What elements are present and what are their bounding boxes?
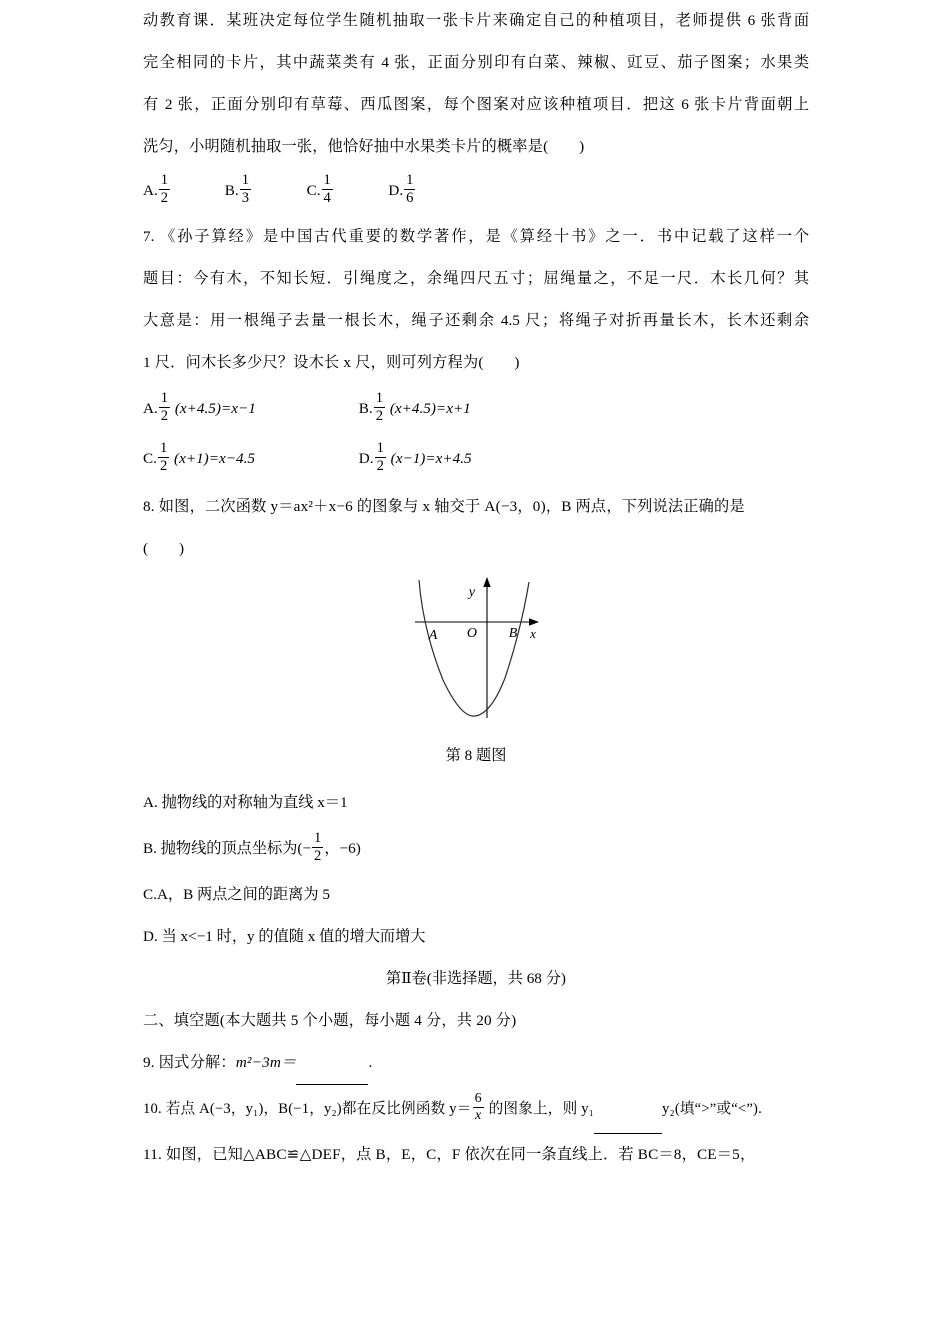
q8-option-c-text: A，B 两点之间的距离为 5 — [156, 886, 330, 903]
q7-body-line-1 — [143, 216, 809, 258]
q7-option-b[interactable] — [359, 384, 471, 434]
q6-option-d-label: D. — [388, 182, 404, 199]
q7-option-a[interactable] — [143, 384, 355, 434]
q6-option-b[interactable] — [225, 168, 303, 214]
q8-figure — [143, 570, 809, 740]
q7-line1-text: 《孙子算经》是中国古代重要的数学著作，是《算经十书》之一．书中记载了这样一个 — [160, 228, 810, 245]
q8-figure-caption: 第 8 题图 — [445, 747, 507, 764]
q8-option-b[interactable] — [143, 824, 809, 874]
q6-option-c-fraction — [322, 173, 333, 206]
q7-option-d[interactable] — [359, 434, 472, 484]
q7-option-a-fraction — [159, 391, 170, 424]
q9-text-pre: 因式分解： — [158, 1054, 236, 1071]
q8-option-d[interactable] — [143, 916, 809, 958]
x-axis-arrowhead — [529, 618, 539, 625]
q6-body-line-2: 完全相同的卡片，其中蔬菜类有 4 张，正面分别印有白菜、辣椒、豇豆、茄子图案；水果类 — [143, 54, 809, 71]
q7-options-row-1 — [143, 384, 809, 434]
q6-body-line-4: 洗匀，小明随机抽取一张，他恰好抽中水果类卡片的概率是( ) — [143, 138, 585, 155]
q10-denominator: x — [474, 1108, 482, 1124]
q10-fraction — [473, 1092, 484, 1124]
q9-number: 9. — [143, 1054, 155, 1071]
question-8 — [143, 486, 809, 570]
parabola-figure-svg — [143, 570, 809, 740]
q7-option-b-denominator: 2 — [375, 407, 384, 424]
q7-option-a-denominator: 2 — [160, 407, 169, 424]
q8-option-b-denominator: 2 — [314, 847, 322, 864]
point-b-label: B — [508, 626, 518, 641]
q6-option-a-fraction — [159, 173, 170, 206]
q7-number: 7. — [143, 228, 155, 245]
q9-text-post: . — [368, 1054, 373, 1071]
q8-option-a[interactable] — [143, 782, 809, 824]
q6-option-d[interactable] — [388, 168, 466, 214]
exam-page — [143, 0, 809, 1344]
q10-numerator: 6 — [473, 1092, 484, 1108]
q8-option-a-label: A. — [143, 794, 158, 811]
q7-option-b-label: B. — [358, 400, 373, 417]
y-axis-arrowhead — [483, 577, 490, 587]
question-7 — [143, 216, 809, 384]
q8-option-b-fraction — [312, 831, 323, 864]
q7-option-c[interactable] — [143, 434, 355, 484]
q7-option-c-fraction — [158, 441, 169, 474]
q6-body-line-3: 有 2 张，正面分别印有草莓、西瓜图案，每个图案对应该种植项目．把这 6 张卡片背面朝上 — [143, 96, 809, 113]
q6-body-line-1: 动教育课．某班决定每位学生随机抽取一张卡片来确定自己的种植项目，老师提供 6 张背面 — [143, 12, 809, 29]
q7-options-row-2 — [143, 434, 809, 484]
q11-number: 11. — [143, 1146, 163, 1163]
q9-expression: m²−3m＝ — [235, 1054, 297, 1071]
point-a-label: A — [428, 628, 438, 643]
q8-option-d-label: D. — [143, 928, 158, 945]
origin-label: O — [466, 626, 477, 641]
q6-option-d-denominator: 6 — [406, 189, 414, 206]
volume-2-heading: 第Ⅱ卷(非选择题，共 68 分) — [386, 970, 566, 987]
q7-option-b-numerator: 1 — [375, 389, 384, 406]
q7-option-c-label: C. — [143, 450, 157, 467]
q6-option-d-numerator: 1 — [406, 171, 414, 188]
q8-option-c[interactable] — [143, 874, 809, 916]
y-axis-label: y — [468, 585, 475, 600]
q10-number: 10. — [143, 1101, 162, 1117]
q8-option-b-text-post: ，−6) — [324, 840, 361, 857]
question-11 — [143, 1134, 809, 1176]
question-6-body — [143, 0, 809, 168]
q7-option-c-numerator: 1 — [159, 439, 168, 456]
q7-option-b-expression: (x+4.5)=x+1 — [389, 400, 471, 417]
q6-option-b-denominator: 3 — [241, 189, 250, 206]
q7-option-d-label: D. — [358, 450, 374, 467]
q7-option-c-denominator: 2 — [159, 457, 168, 474]
q6-options — [143, 168, 809, 214]
q11-text: 如图，已知△ABC≌△DEF，点 B，E，C，F 依次在同一条直线上．若 BC＝8，CE＝5， — [166, 1146, 756, 1163]
q6-option-c[interactable] — [307, 168, 385, 214]
fill-blank-section-heading: 二、填空题(本大题共 5 个小题，每小题 4 分，共 20 分) — [143, 1012, 517, 1029]
q7-body-line-3: 大意是：用一根绳子去量一根长木，绳子还剩余 4.5 尺；将绳子对折再量长木，长木还剩余 — [143, 312, 809, 329]
q7-option-d-expression: (x−1)=x+4.5 — [390, 450, 472, 467]
parabola-curve — [419, 580, 529, 716]
x-axis-label: x — [530, 626, 536, 641]
q6-option-a-label: A. — [143, 182, 158, 199]
q6-option-b-fraction — [240, 173, 251, 206]
q6-option-a-numerator: 1 — [160, 171, 169, 188]
q8-stem-line-1 — [143, 486, 809, 528]
q8-number: 8. — [143, 498, 155, 515]
q7-option-b-fraction — [374, 391, 385, 424]
q7-option-c-expression: (x+1)=x−4.5 — [174, 450, 255, 467]
q8-option-a-text: 抛物线的对称轴为直线 x＝1 — [161, 794, 348, 811]
q8-option-b-label: B. — [143, 840, 157, 857]
q6-option-d-fraction — [404, 173, 415, 206]
q9-answer-blank[interactable] — [296, 1042, 368, 1085]
q6-option-c-label: C. — [306, 182, 321, 199]
q6-option-b-label: B. — [224, 182, 239, 199]
q7-option-d-denominator: 2 — [376, 457, 384, 474]
q7-option-a-numerator: 1 — [160, 389, 169, 406]
q6-option-c-numerator: 1 — [323, 171, 331, 188]
q8-option-b-text-pre: 抛物线的顶点坐标为(− — [160, 840, 312, 857]
q7-body-line-2: 题目：今有木，不知长短．引绳度之，余绳四尺五寸；屈绳量之，不足一尺．木长几何？其 — [143, 270, 809, 287]
q10-text-pre: 若点 A(−3，y₁)，B(−1，y₂)都在反比例函数 y＝ — [165, 1101, 472, 1117]
q7-body-line-4: 1 尺．问木长多少尺？设木长 x 尺，则可列方程为( ) — [143, 354, 520, 371]
q7-option-d-numerator: 1 — [376, 439, 384, 456]
q8-option-d-text: 当 x<−1 时，y 的值随 x 值的增大而增大 — [161, 928, 426, 945]
q6-option-b-numerator: 1 — [241, 171, 250, 188]
q8-option-b-numerator: 1 — [314, 829, 322, 846]
q10-text-post: y₂(填“>”或“<”). — [662, 1101, 762, 1117]
q10-text-mid: 的图象上，则 y₁ — [488, 1101, 595, 1117]
question-9 — [143, 1042, 809, 1085]
q7-option-a-label: A. — [143, 400, 158, 417]
question-10 — [143, 1085, 809, 1134]
q6-option-a[interactable] — [143, 168, 221, 214]
q8-option-c-label: C. — [143, 886, 157, 903]
q6-option-a-denominator: 2 — [160, 189, 169, 206]
q6-option-c-denominator: 4 — [323, 189, 331, 206]
q8-stem-line-2: ( ) — [143, 540, 185, 557]
q7-option-d-fraction — [375, 441, 386, 474]
q10-answer-blank[interactable] — [594, 1085, 662, 1134]
q8-stem-text: 如图，二次函数 y＝ax²＋x−6 的图象与 x 轴交于 A(−3，0)，B 两点，下列说法正确的是 — [158, 498, 745, 515]
q7-option-a-expression: (x+4.5)=x−1 — [174, 400, 256, 417]
